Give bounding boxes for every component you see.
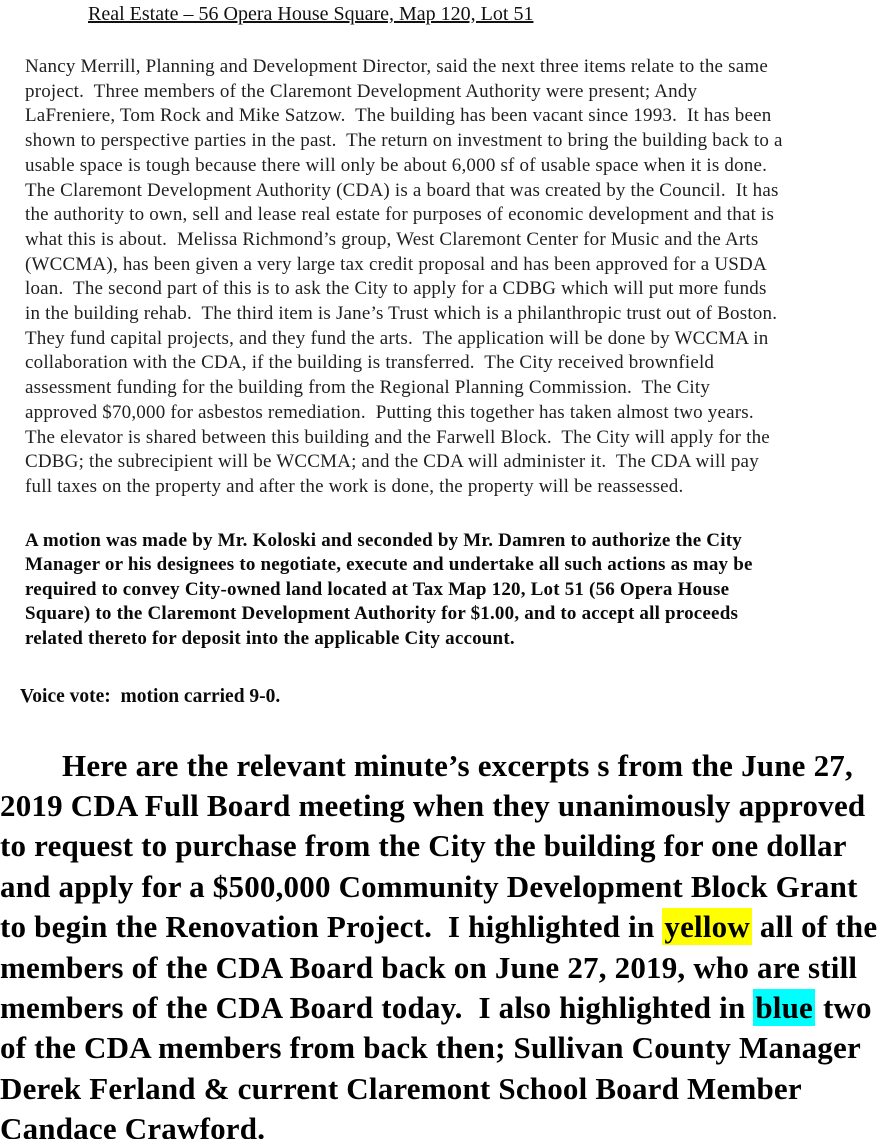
- section-heading: Real Estate – 56 Opera House Square, Map 120, Lot 51: [88, 3, 534, 25]
- text-line: in the building rehab. The third item is Jane’s Trust which is a philanthropic trust out of Boston.: [25, 303, 778, 325]
- text-line: full taxes on the property and after the work is done, the property will be reassessed.: [25, 475, 684, 497]
- text-segment: Candace Crawford.: [0, 1111, 266, 1139]
- text-line: [0, 867, 880, 907]
- text-line: project. Three members of the Claremont Development Authority were present; Andy: [25, 80, 698, 102]
- text-segment: to begin the Renovation Project. I highlighted in: [0, 909, 663, 945]
- text-line: Square) to the Claremont Development Authority for $1.00, and to accept all proceeds: [25, 603, 739, 625]
- text-line: [0, 988, 880, 1028]
- excerpt-paragraph: [0, 746, 880, 1139]
- text-segment: of the CDA members from back then; Sullivan County Manager: [0, 1030, 861, 1066]
- text-line: assessment funding for the building from the Regional Planning Commission. The City: [25, 377, 711, 399]
- text-line: [0, 1109, 880, 1139]
- text-line: usable space is tough because there will only be about 6,000 sf of usable space when it is done.: [25, 154, 768, 176]
- text-segment: two: [815, 990, 872, 1026]
- text-segment: members of the CDA Board today. I also highlighted in: [0, 990, 754, 1026]
- text-line: [0, 746, 880, 786]
- text-line: shown to perspective parties in the past. The return on investment to bring the building back to a: [25, 130, 783, 152]
- text-line: related thereto for deposit into the applicable City account.: [25, 628, 515, 650]
- text-line: the authority to own, sell and lease real estate for purposes of economic development and that is: [25, 204, 775, 226]
- text-segment: Here are the relevant minute’s excerpts s from the June 27,: [62, 747, 853, 783]
- text-line: A motion was made by Mr. Koloski and seconded by Mr. Damren to authorize the City: [25, 529, 742, 551]
- text-segment: members of the CDA Board back on June 27, 2019, who are still: [0, 949, 858, 985]
- text-line: The elevator is shared between this building and the Farwell Block. The City will apply for the: [25, 426, 770, 448]
- text-segment: all of the: [751, 909, 878, 945]
- text-segment: to request to purchase from the City the building for one dollar: [0, 828, 847, 864]
- text-segment: 2019 CDA Full Board meeting when they unanimously approved: [0, 788, 866, 824]
- highlight-blue: blue: [755, 990, 813, 1026]
- text-line: [0, 907, 880, 947]
- text-line: [0, 826, 880, 866]
- text-line: The Claremont Development Authority (CDA) is a board that was created by the Council. It has: [25, 179, 779, 201]
- text-line: Nancy Merrill, Planning and Development Director, said the next three items relate to the same: [25, 56, 768, 77]
- text-line: approved $70,000 for asbestos remediation. Putting this together has taken almost two years.: [25, 401, 754, 423]
- text-line: Manager or his designees to negotiate, execute and undertake all such actions as may be: [25, 554, 753, 576]
- text-line: They fund capital projects, and they fund the arts. The application will be done by WCCMA in: [25, 327, 769, 349]
- text-segment: and apply for a $500,000 Community Development Block Grant: [0, 868, 858, 904]
- text-line: (WCCMA), has been given a very large tax credit proposal and has been approved for a USDA: [25, 253, 767, 275]
- text-line: [0, 1069, 880, 1109]
- motion-paragraph: [25, 529, 840, 652]
- text-line: loan. The second part of this is to ask the City to apply for a CDBG which will put more funds: [25, 278, 767, 300]
- text-line: collaboration with the CDA, if the building is transferred. The City received brownfield: [25, 352, 715, 374]
- minutes-paragraph: [25, 55, 866, 500]
- text-line: LaFreniere, Tom Rock and Mike Satzow. The building has been vacant since 1993. It has been: [25, 105, 772, 127]
- text-line: what this is about. Melissa Richmond’s group, West Claremont Center for Music and the Arts: [25, 228, 759, 250]
- text-line: [0, 948, 880, 988]
- highlight-yellow: yellow: [664, 909, 750, 945]
- text-line: required to convey City-owned land located at Tax Map 120, Lot 51 (56 Opera House: [25, 578, 730, 600]
- text-line: CDBG; the subrecipient will be WCCMA; and the CDA will administer it. The CDA will pay: [25, 451, 759, 473]
- text-segment: Derek Ferland & current Claremont School Board Member: [0, 1070, 802, 1106]
- voice-vote-line: Voice vote: motion carried 9-0.: [20, 685, 281, 707]
- text-line: [0, 786, 880, 826]
- text-line: [0, 1028, 880, 1068]
